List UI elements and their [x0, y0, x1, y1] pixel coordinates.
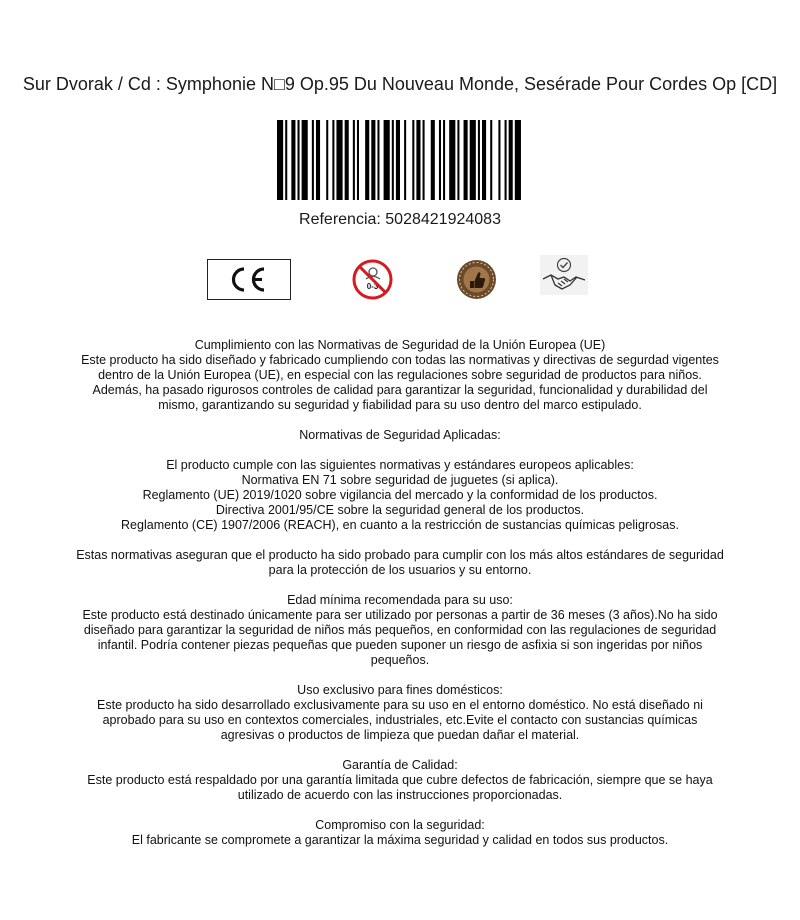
barcode-bar-32: [490, 120, 492, 200]
barcode-bar-2: [291, 120, 295, 200]
barcode-bar-3: [298, 120, 300, 200]
barcode-bar-21: [416, 120, 420, 200]
handshake-check-icon: [540, 255, 588, 295]
barcode-bar-16: [384, 120, 390, 200]
barcode-bar-11: [353, 120, 355, 200]
section-heading: El producto cumple con las siguientes normativas y estándares europeos aplicables:: [166, 458, 634, 472]
section-heading: Garantía de Calidad:: [342, 758, 458, 772]
section-text: Reglamento (CE) 1907/2006 (REACH), en cuanto a la restricción de sustancias químicas peligrosas.: [121, 518, 679, 532]
section-text: Directiva 2001/95/CE sobre la seguridad general de los productos.: [215, 503, 585, 517]
ce-mark-icon: [207, 259, 291, 300]
section-text: Estas normativas aseguran que el producto ha sido probado para cumplir con los más altos estándares de seguridad para la protección de los usuarios y su entorno.: [76, 548, 724, 577]
product-title: Sur Dvorak / Cd : Symphonie N□9 Op.95 Du Nouveau Monde, Sesérade Pour Cordes Op [CD]: [22, 74, 778, 94]
barcode-bar-9: [336, 120, 342, 200]
barcode-bar-22: [423, 120, 425, 200]
section-text: El fabricante se compromete a garantizar la máxima seguridad y calidad en todos sus productos.: [131, 833, 669, 847]
section-6: [75, 758, 725, 803]
barcode-bar-35: [509, 120, 513, 200]
section-7: [75, 818, 725, 848]
section-heading: Edad mínima recomendada para su uso:: [287, 593, 513, 607]
section-text: Este producto ha sido diseñado y fabricado cumpliendo con todas las normativas y directivas de segurdad vigentes dentro de la Unión Europea (UE), en especial con las regulaciones sobre seguridad de productos para niños. Además, ha pasado rigurosos controles de calidad para garantizar la seguridad, funcionalidad y durabilidad del mismo, garantizando su seguridad y fiabilidad para su uso dentro del marco estipulado.: [81, 353, 719, 412]
section-text: Reglamento (UE) 2019/1020 sobre vigilancia del mercado y la conformidad de los productos.: [142, 488, 658, 502]
barcode-bar-17: [392, 120, 394, 200]
barcode-bar-18: [396, 120, 400, 200]
barcode-bar-20: [412, 120, 414, 200]
barcode-bar-30: [478, 120, 480, 200]
barcode-bar-13: [365, 120, 369, 200]
barcode-bar-7: [326, 120, 328, 200]
barcode-bar-25: [443, 120, 445, 200]
not-for-under-3-icon: [352, 259, 393, 300]
section-heading: Cumplimiento con las Normativas de Seguridad de la Unión Europea (UE): [194, 338, 606, 352]
barcode-bar-5: [312, 120, 314, 200]
barcode-bar-26: [449, 120, 455, 200]
section-text: Este producto está destinado únicamente para ser utilizado por personas a partir de 36 meses (3 años).No ha sido diseñado para garantizar la seguridad de niños más pequeños, en conformidad con las regulaciones de seguridad infantil. Podría contener piezas pequeñas que pueden suponer un riesgo de asfixia si son ingeridas por niños pequeños.: [82, 608, 718, 667]
barcode-bar-4: [302, 120, 308, 200]
barcode-icon: [277, 120, 523, 200]
barcode-bar-1: [285, 120, 287, 200]
barcode-bar-12: [357, 120, 359, 200]
barcode-bar-6: [316, 120, 320, 200]
quality-seal-icon: [456, 259, 497, 300]
section-5: [75, 683, 725, 743]
barcode-bar-8: [332, 120, 334, 200]
section-heading: Compromiso con la seguridad:: [315, 818, 485, 832]
barcode-bar-28: [464, 120, 468, 200]
barcode-bar-0: [277, 120, 283, 200]
barcode-bar-19: [404, 120, 406, 200]
barcode-bar-31: [482, 120, 486, 200]
barcode-bar-36: [515, 120, 521, 200]
barcode-bar-14: [371, 120, 375, 200]
section-1: [75, 428, 725, 443]
barcode-bar-33: [498, 120, 500, 200]
section-0: [75, 338, 725, 413]
barcode-bar-23: [431, 120, 435, 200]
section-2: [75, 458, 725, 533]
section-text: Este producto está respaldado por una garantía limitada que cubre defectos de fabricación, siempre que se haya utilizado de acuerdo con las instrucciones proporcionadas.: [87, 773, 713, 802]
section-heading: Normativas de Seguridad Aplicadas:: [299, 428, 501, 442]
age-label: 0-3: [366, 282, 379, 291]
section-4: [75, 593, 725, 668]
section-text: Este producto ha sido desarrollado exclusivamente para su uso en el entorno doméstico. No está diseñado ni aprobado para su uso en contextos comerciales, industriales, etc.Evite el contacto con sustancias químicas agresivas o productos de limpieza que puedan dañar el material.: [97, 698, 703, 742]
section-text: Normativa EN 71 sobre seguridad de juguetes (si aplica).: [241, 473, 559, 487]
safety-information: [75, 338, 725, 863]
barcode-bar-24: [439, 120, 441, 200]
barcode-bar-27: [457, 120, 459, 200]
barcode-bar-29: [470, 120, 476, 200]
barcode-bar-34: [505, 120, 507, 200]
barcode-bar-15: [377, 120, 379, 200]
reference-number: Referencia: 5028421924083: [299, 211, 501, 228]
section-3: [75, 548, 725, 578]
section-heading: Uso exclusivo para fines domésticos:: [297, 683, 503, 697]
barcode-bar-10: [345, 120, 349, 200]
